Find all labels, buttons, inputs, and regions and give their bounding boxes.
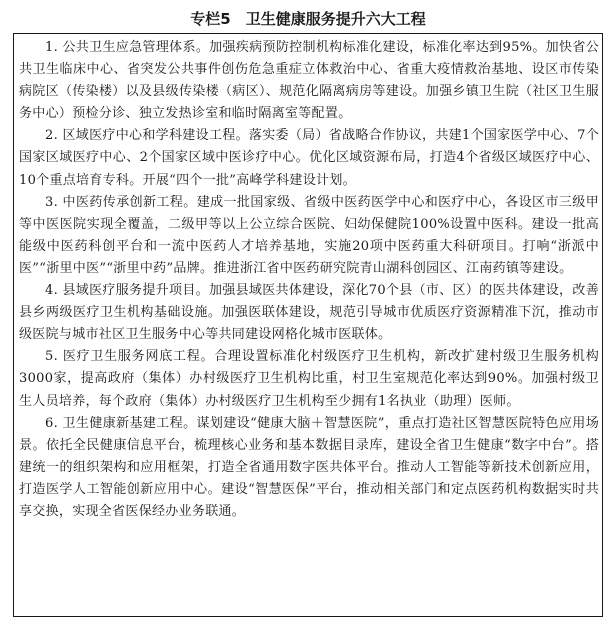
item-tcm-inheritance: 3. 中医药传承创新工程。建成一批国家级、省级中医药医学中心和医疗中心，各设区市三级甲等中医医院实现全覆盖，二级甲等以上公立综合医院、妇幼保健院100%设置中医科。建设一批高能级中医药科创平台和一流中医药人才培养基地，实施20项中医药重大科研项目。打响“浙派中医”“浙里中医”“浙里中药”品牌。推进浙江省中医药研究院青山湖科创园区、江南药镇等建设。 xyxy=(19,194,599,276)
item-public-health-emergency: 1. 公共卫生应急管理体系。加强疾病预防控制机构标准化建设，标准化率达到95%。加快省公共卫生临床中心、省突发公共事件创伤危急重症立体救治中心、省重大疫情救治基地、设区市传染病院区（传染楼）以及县级传染楼（病区）、规范化隔离病房等建设。加强乡镇卫生院（社区卫生服务中心）预检分诊、独立发热诊室和临时隔离室等配置。 xyxy=(19,40,599,122)
item-grassroots-network: 5. 医疗卫生服务网底工程。合理设置标准化村级医疗卫生机构，新改扩建村级卫生服务机构3000家，提高政府（集体）办村级医疗卫生机构比重，村卫生室规范化率达到90%。加强村级卫生人员培养，每个政府（集体）办村级医疗卫生机构至少拥有1名执业（助理）医师。 xyxy=(19,349,599,409)
item-new-infrastructure: 6. 卫生健康新基建工程。谋划建设“健康大脑＋智慧医院”，重点打造社区智慧医院特色应用场景。依托全民健康信息平台，梳理核心业务和基本数据目录库，建设全省卫生健康“数字中台”。搭建统一的组织架构和应用框架，打造全省通用数字医共体平台。推动人工智能等新技术创新应用，打造医学人工智能创新应用中心。建设“智慧医保”平台，推动相关部门和定点医药机构数据实时共享交换，实现全省医保经办业务联通。 xyxy=(19,415,599,519)
column-title: 专栏5 卫生健康服务提升六大工程 xyxy=(190,10,426,28)
item-regional-medical-center: 2. 区域医疗中心和学科建设工程。落实委（局）省战略合作协议，共建1个国家医学中心、7个国家区域医疗中心、2个国家区域中医诊疗中心。优化区域资源布局，打造4个省级区域医疗中心、10个重点培育专科。开展“四个一批”高峰学科建设计划。 xyxy=(19,128,599,188)
item-county-medical-service: 4. 县域医疗服务提升项目。加强县域医共体建设，深化70个县（市、区）的医共体建设，改善县乡两级医疗卫生机构基础设施。加强医联体建设，规范引导城市优质医疗资源精准下沉，推动市级医院与城市社区卫生服务中心等共同建设网格化城市医联体。 xyxy=(19,283,599,343)
item-list xyxy=(19,37,599,523)
